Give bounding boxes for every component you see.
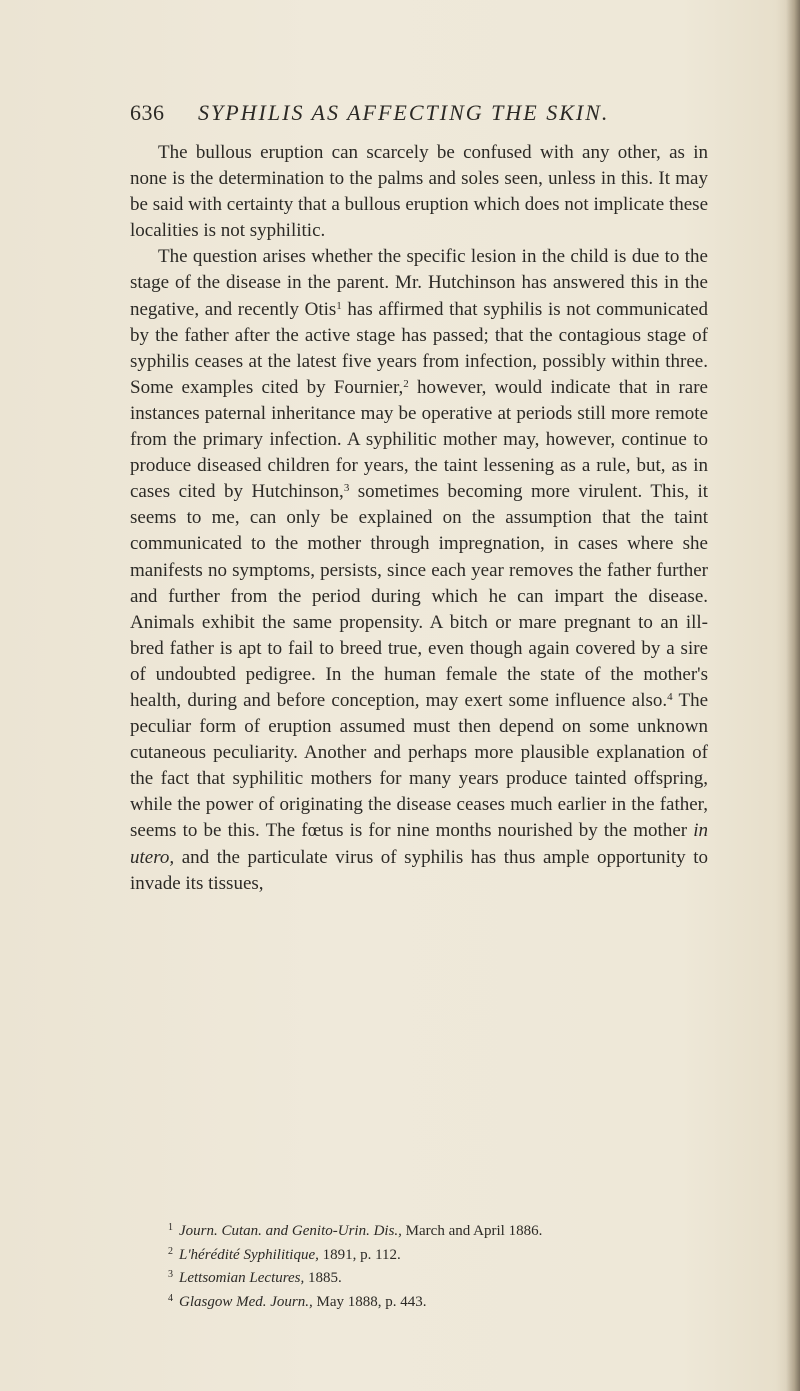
- body-text: [130, 140, 708, 897]
- footnote-ref: 4: [667, 690, 673, 703]
- footnote-source: Lettsomian Lectures,: [179, 1270, 305, 1286]
- running-title: SYPHILIS AS AFFECTING THE SKIN.: [198, 100, 610, 125]
- text-segment: however, would indicate that in rare instances paternal inheritance may be operative at periods still more remote from the primary infection. A syphilitic mother may, however, continue to produce diseased children for years, the taint lessening as a rule, but, as in cases cited by Hutchinson,: [130, 376, 708, 503]
- page-header: [130, 100, 710, 130]
- footnote-ref: 3: [343, 482, 350, 495]
- italic-phrase: in utero,: [130, 820, 708, 868]
- footnote-number: 4: [168, 1292, 173, 1304]
- footnote-source: Journ. Cutan. and Genito-Urin. Dis.,: [179, 1223, 402, 1239]
- footnote-number: 1: [168, 1222, 173, 1233]
- page-edge-shadow: [786, 0, 800, 1391]
- footnote: [130, 1218, 708, 1242]
- text-segment: The question arises whether the specific lesion in the child is due to the stage of the disease in the parent. Mr. Hutchinson has answered this in the negative, and recently Otis: [130, 246, 708, 320]
- footnote: [130, 1289, 708, 1313]
- paragraph-inheritance: [130, 244, 708, 896]
- footnote-ref: 1: [336, 299, 342, 312]
- footnote-source: L'hérédité Syphilitique,: [179, 1246, 319, 1263]
- footnote: [130, 1265, 708, 1289]
- footnote-source: Glasgow Med. Journ.,: [179, 1293, 313, 1310]
- footnote-detail: 1891, p. 112.: [318, 1246, 401, 1263]
- footnote: [130, 1242, 708, 1266]
- footnotes: [130, 1218, 708, 1312]
- footnote-detail: May 1888, p. 443.: [312, 1293, 427, 1310]
- footnote-number: 2: [168, 1245, 173, 1257]
- text-segment: sometimes becoming more virulent. This, it seems to me, can only be explained on the assumption that the taint communicated to the mother through impregnation, in cases where she manifests no symptoms, persists, since each year removes the father further and further from the period during which he can impart the disease. Animals exhibit the same propensity. A bitch or mare pregnant to an ill-bred father is apt to fail to breed true, even though again covered by a sire of undoubted pedigree. In the human female the state of the mother's health, during and before conception, may exert some influence also.: [130, 481, 708, 711]
- footnote-ref: 2: [403, 377, 409, 390]
- text-segment: and the particulate virus of syphilis has thus ample opportunity to invade its tissues,: [130, 846, 708, 894]
- footnote-detail: 1885.: [304, 1270, 342, 1286]
- text-segment: has affirmed that syphilis is not communicated by the father after the active stage has passed; that the contagious stage of syphilis ceases at the latest five years from infection, possibly within three. Some examples cited by Fournier,: [130, 298, 708, 398]
- paragraph-bullous-eruption: The bullous eruption can scarcely be confused with any other, as in none is the determination to the palms and soles seen, unless in this. It may be said with certainty that a bullous eruption which does not implicate these localities is not syphilitic.: [130, 142, 708, 242]
- page-number: 636: [130, 100, 165, 125]
- footnote-detail: March and April 1886.: [401, 1223, 543, 1239]
- text-segment: The peculiar form of eruption assumed must then depend on some unknown cutaneous peculiarity. Another and perhaps more plausible explanation of the fact that syphilitic mothers for many years produce tainted offspring, while the power of originating the disease ceases much earlier in the father, seems to be this. The fœtus is for nine months nourished by the mother: [130, 689, 708, 842]
- footnote-number: 3: [168, 1269, 173, 1280]
